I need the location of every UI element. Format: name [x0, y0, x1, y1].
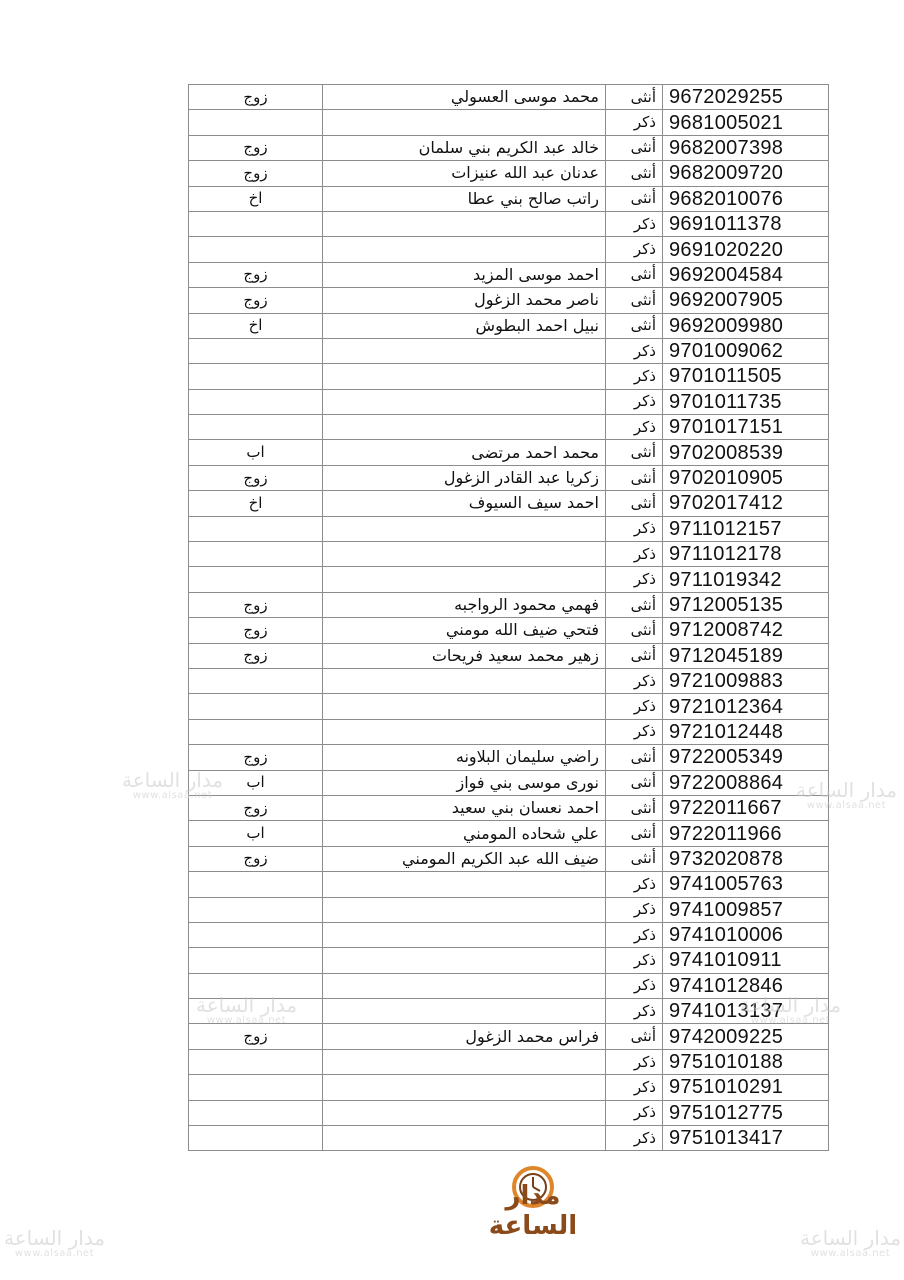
table-row	[189, 694, 829, 719]
watermark	[796, 780, 897, 812]
id-number-cell: 9721012364	[663, 694, 829, 719]
name-cell	[323, 211, 606, 236]
table-row	[189, 211, 829, 236]
id-number-cell: 9701011735	[663, 389, 829, 414]
id-number-cell: 9702008539	[663, 440, 829, 465]
table-row	[189, 491, 829, 516]
watermark-brand: مدار الساعة	[4, 1226, 106, 1250]
name-cell: نورى موسى بني فواز	[323, 770, 606, 795]
gender-cell: ذكر	[606, 1049, 663, 1074]
name-cell: فراس محمد الزغول	[323, 1024, 606, 1049]
relation-cell	[189, 719, 323, 744]
table-row	[189, 1049, 829, 1074]
name-cell	[323, 389, 606, 414]
table-row	[189, 135, 829, 160]
gender-cell: ذكر	[606, 415, 663, 440]
watermark	[122, 770, 223, 802]
name-cell: فهمي محمود الرواجبه	[323, 592, 606, 617]
table-row	[189, 948, 829, 973]
relation-cell	[189, 338, 323, 363]
id-number-cell: 9691011378	[663, 211, 829, 236]
gender-cell: أنثى	[606, 821, 663, 846]
relation-cell	[189, 694, 323, 719]
watermark-site: www.alsaa.net	[132, 790, 213, 801]
table-row	[189, 1126, 829, 1151]
watermark-site: www.alsaa.net	[14, 1248, 95, 1259]
gender-cell: أنثى	[606, 770, 663, 795]
name-cell	[323, 922, 606, 947]
id-number-cell: 9712008742	[663, 618, 829, 643]
table-row	[189, 922, 829, 947]
name-cell	[323, 415, 606, 440]
id-number-cell: 9702017412	[663, 491, 829, 516]
relation-cell	[189, 1100, 323, 1125]
table-row	[189, 440, 829, 465]
relation-cell: زوج	[189, 465, 323, 490]
name-cell: راضي سليمان البلاونه	[323, 745, 606, 770]
id-number-cell: 9751010291	[663, 1075, 829, 1100]
table-row	[189, 719, 829, 744]
name-cell	[323, 516, 606, 541]
watermark	[800, 1228, 901, 1260]
watermark-brand: مدار الساعة	[740, 993, 842, 1017]
table-row	[189, 288, 829, 313]
gender-cell: أنثى	[606, 795, 663, 820]
name-cell: احمد موسى المزيد	[323, 262, 606, 287]
gender-cell: أنثى	[606, 440, 663, 465]
watermark	[4, 1228, 105, 1260]
relation-cell	[189, 389, 323, 414]
id-number-cell: 9751010188	[663, 1049, 829, 1074]
name-cell	[323, 897, 606, 922]
name-cell: زهير محمد سعيد فريحات	[323, 643, 606, 668]
gender-cell: أنثى	[606, 186, 663, 211]
table-row	[189, 313, 829, 338]
id-number-cell: 9682010076	[663, 186, 829, 211]
name-cell	[323, 719, 606, 744]
gender-cell: ذكر	[606, 897, 663, 922]
table-row	[189, 465, 829, 490]
table-row	[189, 668, 829, 693]
watermark-site: www.alsaa.net	[206, 1015, 287, 1026]
id-number-cell: 9712045189	[663, 643, 829, 668]
name-cell	[323, 973, 606, 998]
name-cell: خالد عبد الكريم بني سلمان	[323, 135, 606, 160]
table-row	[189, 592, 829, 617]
name-cell	[323, 1075, 606, 1100]
roster-body	[189, 85, 829, 1151]
id-number-cell: 9692009980	[663, 313, 829, 338]
watermark-brand: مدار الساعة	[800, 1226, 902, 1250]
name-cell: نبيل احمد البطوش	[323, 313, 606, 338]
table-row	[189, 1024, 829, 1049]
gender-cell: ذكر	[606, 922, 663, 947]
relation-cell: زوج	[189, 135, 323, 160]
table-row	[189, 262, 829, 287]
gender-cell: ذكر	[606, 364, 663, 389]
relation-cell	[189, 922, 323, 947]
gender-cell: أنثى	[606, 288, 663, 313]
id-number-cell: 9741010006	[663, 922, 829, 947]
relation-cell: اب	[189, 821, 323, 846]
name-cell	[323, 999, 606, 1024]
id-number-cell: 9742009225	[663, 1024, 829, 1049]
id-number-cell: 9702010905	[663, 465, 829, 490]
id-number-cell: 9732020878	[663, 846, 829, 871]
id-number-cell: 9711012178	[663, 542, 829, 567]
watermark	[196, 995, 297, 1027]
name-cell: ضيف الله عبد الكريم المومني	[323, 846, 606, 871]
relation-cell	[189, 897, 323, 922]
table-row	[189, 643, 829, 668]
gender-cell: ذكر	[606, 542, 663, 567]
gender-cell: أنثى	[606, 618, 663, 643]
id-number-cell: 9722011966	[663, 821, 829, 846]
table-row	[189, 542, 829, 567]
table-row	[189, 846, 829, 871]
relation-cell	[189, 516, 323, 541]
watermark-site: www.alsaa.net	[750, 1015, 831, 1026]
table-row	[189, 110, 829, 135]
relation-cell: زوج	[189, 643, 323, 668]
name-cell	[323, 1100, 606, 1125]
relation-cell	[189, 567, 323, 592]
relation-cell: اخ	[189, 313, 323, 338]
table-row	[189, 821, 829, 846]
relation-cell: زوج	[189, 262, 323, 287]
relation-cell	[189, 364, 323, 389]
table-row	[189, 618, 829, 643]
name-cell: عدنان عبد الله عنيزات	[323, 161, 606, 186]
gender-cell: ذكر	[606, 1075, 663, 1100]
gender-cell: أنثى	[606, 491, 663, 516]
relation-cell: زوج	[189, 592, 323, 617]
watermark-brand: مدار الساعة	[196, 993, 298, 1017]
id-number-cell: 9701009062	[663, 338, 829, 363]
relation-cell	[189, 1126, 323, 1151]
roster-table	[188, 84, 829, 1151]
id-number-cell: 9712005135	[663, 592, 829, 617]
name-cell: راتب صالح بني عطا	[323, 186, 606, 211]
relation-cell: زوج	[189, 85, 323, 110]
watermark	[740, 995, 841, 1027]
id-number-cell: 9701011505	[663, 364, 829, 389]
relation-cell: زوج	[189, 795, 323, 820]
table-row	[189, 1075, 829, 1100]
watermark-site: www.alsaa.net	[806, 800, 887, 811]
relation-cell: زوج	[189, 161, 323, 186]
relation-cell	[189, 668, 323, 693]
id-number-cell: 9721012448	[663, 719, 829, 744]
table-row	[189, 161, 829, 186]
relation-cell: زوج	[189, 846, 323, 871]
watermark-brand: مدار الساعة	[122, 768, 224, 792]
table-row	[189, 415, 829, 440]
relation-cell: زوج	[189, 1024, 323, 1049]
name-cell: احمد سيف السيوف	[323, 491, 606, 516]
gender-cell: أنثى	[606, 846, 663, 871]
gender-cell: أنثى	[606, 85, 663, 110]
id-number-cell: 9682009720	[663, 161, 829, 186]
logo-text: مدار الساعة	[488, 1181, 578, 1241]
gender-cell: ذكر	[606, 1100, 663, 1125]
relation-cell	[189, 1075, 323, 1100]
relation-cell: اخ	[189, 491, 323, 516]
name-cell	[323, 694, 606, 719]
relation-cell: زوج	[189, 745, 323, 770]
id-number-cell: 9741012846	[663, 973, 829, 998]
name-cell	[323, 1126, 606, 1151]
table-row	[189, 85, 829, 110]
gender-cell: ذكر	[606, 719, 663, 744]
relation-cell: اب	[189, 770, 323, 795]
table-row	[189, 795, 829, 820]
id-number-cell: 9672029255	[663, 85, 829, 110]
id-number-cell: 9681005021	[663, 110, 829, 135]
gender-cell: أنثى	[606, 313, 663, 338]
gender-cell: ذكر	[606, 211, 663, 236]
gender-cell: أنثى	[606, 465, 663, 490]
name-cell	[323, 567, 606, 592]
relation-cell	[189, 415, 323, 440]
name-cell: ناصر محمد الزغول	[323, 288, 606, 313]
table-row	[189, 897, 829, 922]
id-number-cell: 9692007905	[663, 288, 829, 313]
table-row	[189, 872, 829, 897]
table-row	[189, 745, 829, 770]
name-cell	[323, 338, 606, 363]
gender-cell: ذكر	[606, 567, 663, 592]
id-number-cell: 9721009883	[663, 668, 829, 693]
gender-cell: ذكر	[606, 1126, 663, 1151]
gender-cell: ذكر	[606, 516, 663, 541]
gender-cell: أنثى	[606, 643, 663, 668]
name-cell: محمد موسى العسولي	[323, 85, 606, 110]
id-number-cell: 9701017151	[663, 415, 829, 440]
gender-cell: أنثى	[606, 161, 663, 186]
name-cell: محمد احمد مرتضى	[323, 440, 606, 465]
gender-cell: أنثى	[606, 262, 663, 287]
gender-cell: ذكر	[606, 338, 663, 363]
id-number-cell: 9711012157	[663, 516, 829, 541]
gender-cell: ذكر	[606, 872, 663, 897]
id-number-cell: 9711019342	[663, 567, 829, 592]
relation-cell: زوج	[189, 618, 323, 643]
gender-cell: ذكر	[606, 237, 663, 262]
gender-cell: ذكر	[606, 999, 663, 1024]
watermark-brand: مدار الساعة	[796, 778, 898, 802]
gender-cell: أنثى	[606, 592, 663, 617]
gender-cell: أنثى	[606, 745, 663, 770]
gender-cell: ذكر	[606, 668, 663, 693]
id-number-cell: 9741009857	[663, 897, 829, 922]
relation-cell	[189, 542, 323, 567]
id-number-cell: 9751012775	[663, 1100, 829, 1125]
name-cell: زكريا عبد القادر الزغول	[323, 465, 606, 490]
relation-cell	[189, 237, 323, 262]
name-cell: احمد نعسان بني سعيد	[323, 795, 606, 820]
id-number-cell: 9722005349	[663, 745, 829, 770]
site-logo	[478, 1163, 588, 1241]
relation-cell: اخ	[189, 186, 323, 211]
name-cell	[323, 668, 606, 693]
relation-cell	[189, 110, 323, 135]
table-row	[189, 237, 829, 262]
id-number-cell: 9751013417	[663, 1126, 829, 1151]
gender-cell: ذكر	[606, 389, 663, 414]
name-cell: فتحي ضيف الله مومني	[323, 618, 606, 643]
id-number-cell: 9682007398	[663, 135, 829, 160]
id-number-cell: 9692004584	[663, 262, 829, 287]
gender-cell: ذكر	[606, 110, 663, 135]
relation-cell	[189, 948, 323, 973]
table-row	[189, 338, 829, 363]
gender-cell: أنثى	[606, 135, 663, 160]
name-cell	[323, 237, 606, 262]
name-cell	[323, 948, 606, 973]
id-number-cell: 9741010911	[663, 948, 829, 973]
gender-cell: أنثى	[606, 1024, 663, 1049]
table-row	[189, 389, 829, 414]
name-cell	[323, 364, 606, 389]
table-row	[189, 364, 829, 389]
table-row	[189, 1100, 829, 1125]
relation-cell: اب	[189, 440, 323, 465]
name-cell	[323, 1049, 606, 1074]
relation-cell	[189, 872, 323, 897]
id-number-cell: 9741005763	[663, 872, 829, 897]
relation-cell	[189, 1049, 323, 1074]
gender-cell: ذكر	[606, 973, 663, 998]
name-cell	[323, 542, 606, 567]
id-number-cell: 9722011667	[663, 795, 829, 820]
relation-cell	[189, 211, 323, 236]
name-cell: علي شحاده المومني	[323, 821, 606, 846]
watermark-site: www.alsaa.net	[810, 1248, 891, 1259]
table-row	[189, 567, 829, 592]
name-cell	[323, 110, 606, 135]
id-number-cell: 9722008864	[663, 770, 829, 795]
relation-cell: زوج	[189, 288, 323, 313]
table-row	[189, 770, 829, 795]
id-number-cell: 9741013137	[663, 999, 829, 1024]
id-number-cell: 9691020220	[663, 237, 829, 262]
table-row	[189, 186, 829, 211]
table-row	[189, 516, 829, 541]
gender-cell: ذكر	[606, 948, 663, 973]
gender-cell: ذكر	[606, 694, 663, 719]
name-cell	[323, 872, 606, 897]
